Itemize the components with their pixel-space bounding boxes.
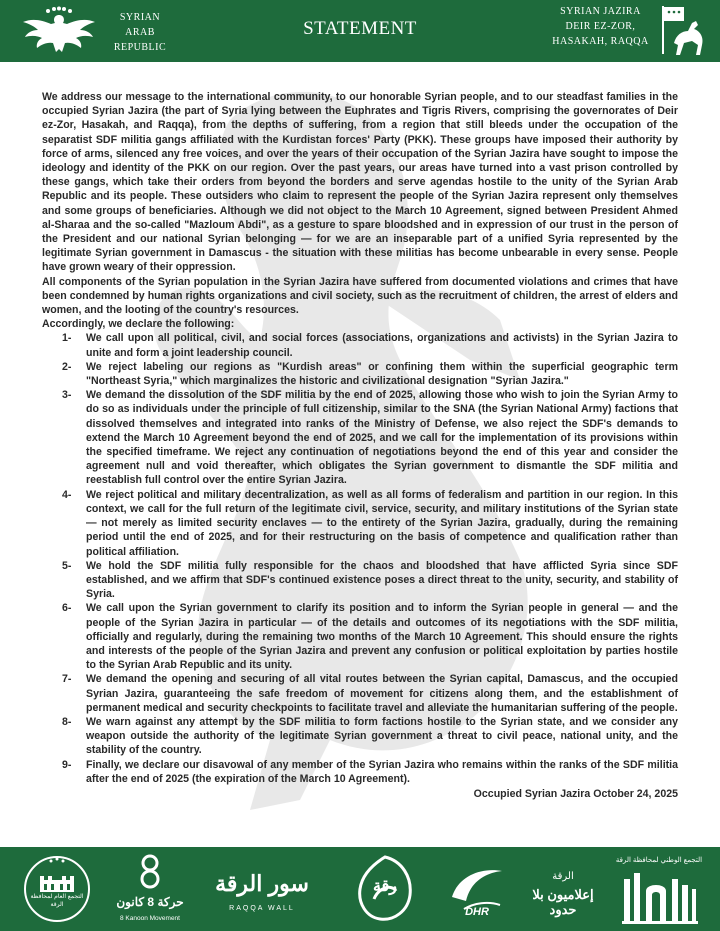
list-item bbox=[42, 559, 678, 602]
list-item-text: We demand the dissolution of the SDF militia by the end of 2025, allowing those who wish to join the Syrian Army to do so as individuals under the principle of full citizenship, similar to the SNA (the Syrian National Army) factions that dissolved themselves and integrated into ranks of the Ministry of Defense, we also reject the SDF's demands to extend the March 10 Agreement beyond the end of 2025, and we call for the implementation of its provisions within the specified timeframe. We reject any continuation of negotiations beyond the end of this year and consider the agreement null and void thereafter, which obligates the Syrian government to dismantle the SDF militia and reestablish full control over the entire Syrian Jazira. bbox=[86, 389, 678, 487]
republic-line-1: SYRIAN bbox=[119, 12, 161, 23]
logo5-text: DHR bbox=[465, 906, 489, 918]
republic-line-3: REPUBLIC bbox=[113, 42, 167, 53]
footer-logos-bar bbox=[0, 847, 720, 931]
raqqa-general-assembly-logo bbox=[18, 847, 96, 931]
list-item-number: 6- bbox=[62, 602, 72, 615]
region-line-3: HASAKAH, RAQQA bbox=[552, 36, 649, 47]
logo6-main: إعلاميون بلا حدود bbox=[532, 887, 594, 917]
list-item-number: 8- bbox=[62, 715, 72, 728]
list-item-number: 5- bbox=[62, 559, 72, 572]
republic-line-2: ARAB bbox=[125, 27, 155, 38]
logo6-top: الرقة bbox=[552, 871, 574, 882]
figure-8-icon bbox=[135, 853, 165, 889]
logo3-arabic: سور الرقة bbox=[215, 871, 309, 896]
list-item bbox=[42, 672, 678, 715]
list-item-number: 2- bbox=[62, 360, 72, 373]
violations-paragraph: All components of the Syrian population in the Syrian Jazira have suffered from documented violations and crimes that have been condemned by human rights organizations and civil society, such as the recruitment of children, the arrest of elders and women, and the looting of the country's resources. bbox=[42, 275, 678, 317]
dhr-logo bbox=[444, 847, 510, 931]
list-item bbox=[42, 360, 678, 388]
logo2-english: 8 Kanoon Movement bbox=[120, 915, 180, 922]
castle-emblem-icon bbox=[22, 854, 92, 924]
region-line-1: SYRIAN JAZIRA bbox=[560, 6, 641, 17]
list-item-number: 3- bbox=[62, 389, 72, 402]
list-item bbox=[42, 388, 678, 487]
8-kanoon-movement-logo bbox=[108, 847, 192, 931]
list-item bbox=[42, 758, 678, 786]
media-without-borders-logo bbox=[528, 847, 598, 931]
logo1-caption: التجمع العام لمحافظة الرقة bbox=[30, 894, 84, 908]
demands-list bbox=[42, 331, 678, 786]
logo4-text: رقة bbox=[373, 878, 397, 895]
list-item bbox=[42, 488, 678, 559]
list-item bbox=[42, 715, 678, 758]
list-item-text: We reject labeling our regions as "Kurdish areas" or confining them within the superficial geographic term "Northeast Syria," which marginalizes the historic and civilizational designation "Syrian Jazira." bbox=[86, 360, 678, 388]
statement-body bbox=[42, 90, 678, 801]
list-item-number: 1- bbox=[62, 332, 72, 345]
raqqa-national-assembly-logo bbox=[606, 847, 712, 931]
logo2-arabic: حركة 8 كانون bbox=[116, 895, 184, 909]
intro-paragraph: We address our message to the international community, to our honorable Syrian people, and to our steadfast families in the occupied Syrian Jazira (the part of Syria lying between the Euphrates and Tigris Rivers, comprising the governorates of Deir ez-Zor, Hasakah, and Raqqa), from the depths of suffering, from a region that still bleeds under the occupation of the separatist SDF militia gangs affiliated with the Kurdistan forces' Party (PKK). These groups have imposed their authority by force of arms, silenced any free voices, and over the years of their occupation of the Syrian Jazira have sought to impose the ideology and identity of the PKK on our region. Over the past years, our areas have turned into a vast prison controlled by these gangs, which take their orders from beyond the borders and serve agendas hostile to the unity of the Syrian Arab Republic and its people. These outsiders who claim to represent the people of the Syrian Jazira represent only themselves and some groups of beneficiaries. Although we did not object to the March 10 Agreement, signed between President Ahmed al-Sharaa and the so-called "Mazloum Abdi", as a gesture to spare bloodshed and in expression of our trust in the person of the President and our national Syrian belonging — for we are an inseparable part of a unified Syria represented by the legitimate Syrian government in Damascus - the situation with these militias has become unbearable in every sense. People have grown weary of their oppression. bbox=[42, 91, 678, 274]
list-item-text: We call upon all political, civil, and social forces (associations, organizations and activists) in the Syrian Jazira to unite and form a joint leadership council. bbox=[86, 332, 678, 359]
signature-line: Occupied Syrian Jazira October 24, 2025 bbox=[473, 787, 678, 800]
logo3-english: RAQQA WALL bbox=[229, 905, 295, 912]
list-item-text: We hold the SDF militia fully responsible for the chaos and bloodshed that have afflicted Syria since SDF established, and we affirm that SDF's continued existence poses a direct threat to the unity, security, and stability of Syria. bbox=[86, 559, 678, 601]
raqqa-wall-logo bbox=[214, 847, 310, 931]
raqqa-gate-icon bbox=[620, 869, 700, 925]
list-item-text: We call upon the Syrian government to clarify its position and to inform the Syrian people in general — and the people of the Syrian Jazira in particular — of the details and outcomes of its negotiations with the SDF militia, officially and regularly, during the remaining two months of the March 10 Agreement. This should ensure the rights and interests of the people of the Syrian Jazira and prevent any confusion or political exploitation by parties hostile to the Syrian Arab Republic and its unity. bbox=[86, 602, 678, 672]
list-item-number: 9- bbox=[62, 758, 72, 771]
region-line-2: DEIR EZ-ZOR, bbox=[565, 21, 636, 32]
declaration-heading: Accordingly, we declare the following: bbox=[42, 318, 235, 331]
logo7-caption: التجمع الوطني لمحافظة الرقة bbox=[615, 857, 703, 864]
list-item-text: We warn against any attempt by the SDF militia to form factions hostile to the Syrian state, and we consider any weapon outside the authority of the legitimate Syrian government a threat to civil peace, national unity, and the stability of the country. bbox=[86, 715, 678, 757]
list-item-number: 7- bbox=[62, 673, 72, 686]
list-item-text: Finally, we declare our disavowal of any member of the Syrian Jazira who remains within the ranks of the SDF militia after the end of 2025 (the expiration of the March 10 Agreement). bbox=[86, 758, 678, 785]
list-item-number: 4- bbox=[62, 488, 72, 501]
page-title: STATEMENT bbox=[303, 18, 417, 39]
list-item-text: We reject political and military decentralization, as well as all forms of federalism and partition in our region. In this context, we call for the full return of the legitimate civil, service, security, and military institutions of the Syrian state — not merely as limited security enclaves — to the entirety of the Syrian Jazira, gradually, during the remaining period until the end of 2025, and for their restructuring on the basis of competence and qualification rather than political affiliation. bbox=[86, 488, 678, 558]
list-item bbox=[42, 601, 678, 672]
list-item bbox=[42, 331, 678, 359]
calligraphy-raqqa-logo bbox=[352, 847, 418, 931]
list-item-text: We demand the opening and securing of all vital routes between the Syrian capital, Damascus, and the occupied Syrian Jazira, guaranteeing the safe freedom of movement for citizens along them, and the establishment of permanent medical and security checkpoints to facilitate travel and alleviate the humanitarian suffering of the people. bbox=[86, 673, 678, 714]
